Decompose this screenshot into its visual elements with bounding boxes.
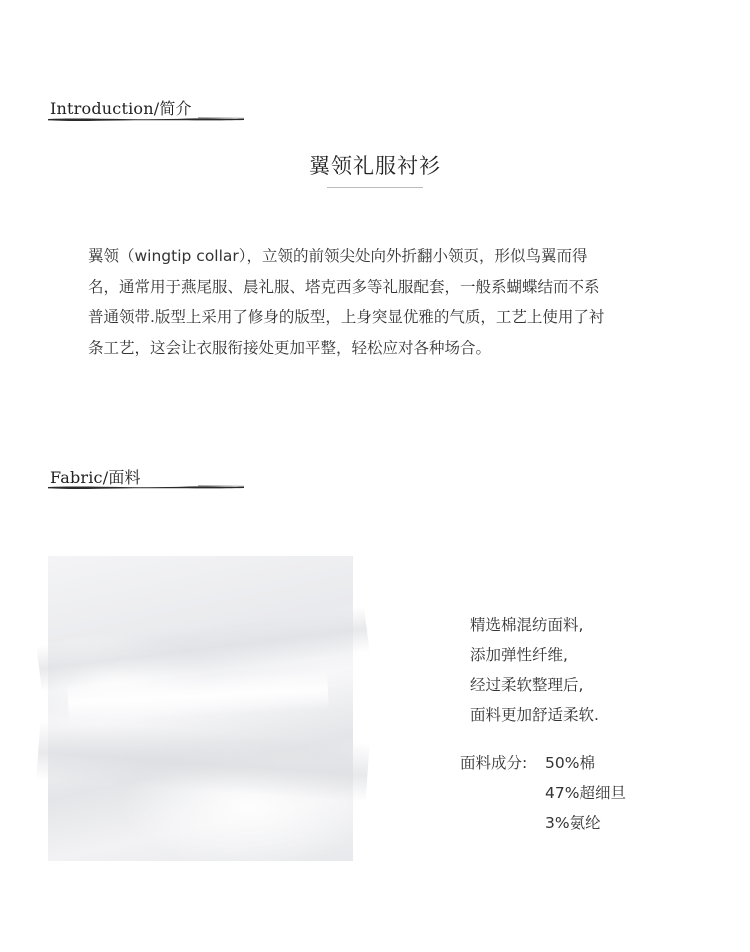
paragraph-line: 名，通常用于燕尾服、晨礼服、塔克西多等礼服配套，一般系蝴蝶结而不系 bbox=[88, 277, 600, 296]
page-title: 翼领礼服衬衫 bbox=[309, 154, 441, 178]
introduction-heading: Introduction/简介 bbox=[50, 99, 192, 118]
feature-line: 面料更加舒适柔软. bbox=[470, 706, 599, 724]
title-underline bbox=[327, 187, 423, 188]
feature-line: 经过柔软整理后, bbox=[470, 676, 584, 694]
introduction-paragraph bbox=[88, 241, 668, 363]
fabric-heading: Fabric/面料 bbox=[50, 468, 141, 487]
feature-line: 精选棉混纺面料, bbox=[470, 616, 584, 634]
paragraph-line: 普通领带.版型上采用了修身的版型，上身突显优雅的气质，工艺上使用了衬 bbox=[88, 308, 605, 326]
composition-item: 47%超细旦 bbox=[545, 784, 626, 802]
fabric-composition bbox=[460, 748, 626, 838]
fabric-closeup-image bbox=[48, 556, 353, 861]
paragraph-line: 条工艺，这会让衣服衔接处更加平整，轻松应对各种场合。 bbox=[88, 338, 492, 357]
composition-label: 面料成分: bbox=[460, 754, 528, 772]
paragraph-line: 翼领（wingtip collar），立领的前领尖处向外折翻小领页，形似鸟翼而得 bbox=[88, 247, 588, 265]
composition-item: 50%棉 bbox=[545, 754, 595, 772]
fabric-features bbox=[470, 610, 599, 730]
brush-stroke-divider bbox=[48, 116, 244, 122]
brush-stroke-divider bbox=[48, 484, 244, 490]
composition-item: 3%氨纶 bbox=[545, 814, 601, 832]
feature-line: 添加弹性纤维, bbox=[470, 646, 568, 664]
